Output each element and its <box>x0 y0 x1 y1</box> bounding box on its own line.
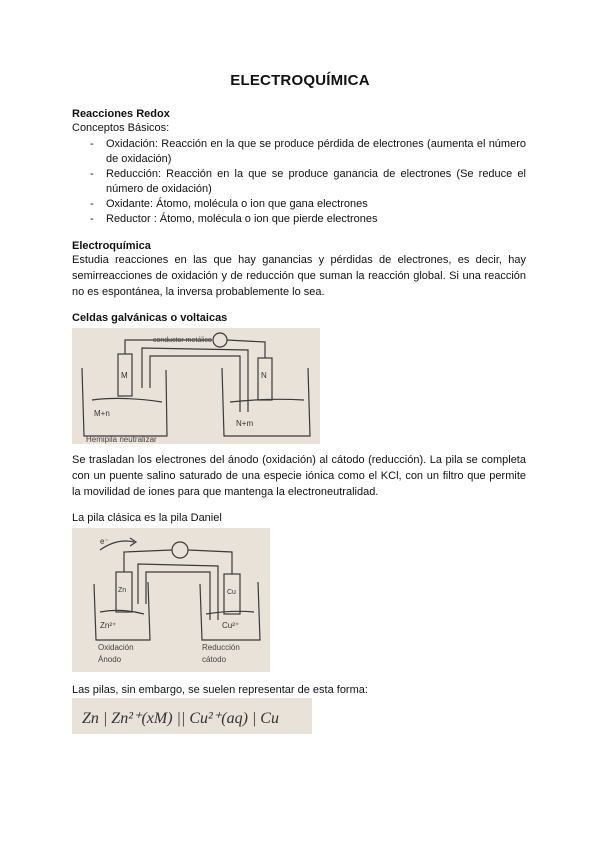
daniell-cell-sketch <box>72 528 270 672</box>
section-heading-celdas: Celdas galvánicas o voltaicas <box>72 312 228 324</box>
sketch1-bottom-label: Hemipila neutralizar <box>86 435 157 444</box>
cell-notation-text: Zn | Zn²⁺(xM) || Cu²⁺(aq) | Cu <box>82 710 279 727</box>
list-item: - Reducción: Reacción en la que se produce ganancia de electrones (Se reduce el número de oxidación) <box>90 168 526 195</box>
electron-label: e⁻ <box>100 537 109 546</box>
electrode-n-label: N <box>261 371 267 380</box>
section-heading-redox: Reacciones Redox <box>72 108 170 120</box>
page-title: ELECTROQUÍMICA <box>230 72 370 89</box>
ion-zn-label: Zn²⁺ <box>100 621 117 630</box>
electrode-zn-label: Zn <box>118 587 127 594</box>
section-heading-electroquimica: Electroquímica <box>72 240 151 252</box>
electrode-m-label: M <box>121 371 128 380</box>
ion-cu-label: Cu²⁺ <box>222 621 240 630</box>
cathode-label: cátodo <box>202 655 227 664</box>
wire-label: conductor metálico <box>153 337 212 344</box>
subheading-conceptos: Conceptos Básicos: <box>72 122 170 134</box>
notation-intro: Las pilas, sin embargo, se suelen representar de esta forma: <box>72 684 368 696</box>
oxidation-label: Oxidación <box>98 643 134 652</box>
galvanic-cell-sketch <box>72 328 320 444</box>
reduction-label: Reducción <box>202 643 240 652</box>
daniel-intro: La pila clásica es la pila Daniel <box>72 512 222 524</box>
ion-n-label: N+m <box>236 419 254 428</box>
concepts-list <box>72 137 526 227</box>
cell-notation-sketch <box>72 698 312 734</box>
paragraph-electroquimica: Estudia reacciones en las que hay ganancias y pérdidas de electrones, es decir, hay semirreacciones de oxidación y de reducción que suman la reacción global. Si una reacción no es espontánea, la inversa probablemente lo sea. <box>72 254 526 298</box>
list-item: - Reductor : Átomo, molécula o ion que pierde electrones <box>90 213 378 225</box>
list-item: - Oxidación: Reacción en la que se produce pérdida de electrones (aumenta el número de oxidación) <box>90 138 526 165</box>
list-item: - Oxidante: Átomo, molécula o ion que gana electrones <box>90 198 368 210</box>
anode-label: Ánodo <box>98 655 122 664</box>
paragraph-electrons: Se trasladan los electrones del ánodo (oxidación) al cátodo (reducción). La pila se completa con un puente salino saturado de una especie iónica como el KCl, con un filtro que permite la movilidad de iones para que mantenga la electroneutralidad. <box>72 454 526 498</box>
ion-m-label: M+n <box>94 409 110 418</box>
electrode-cu-label: Cu <box>227 589 236 596</box>
